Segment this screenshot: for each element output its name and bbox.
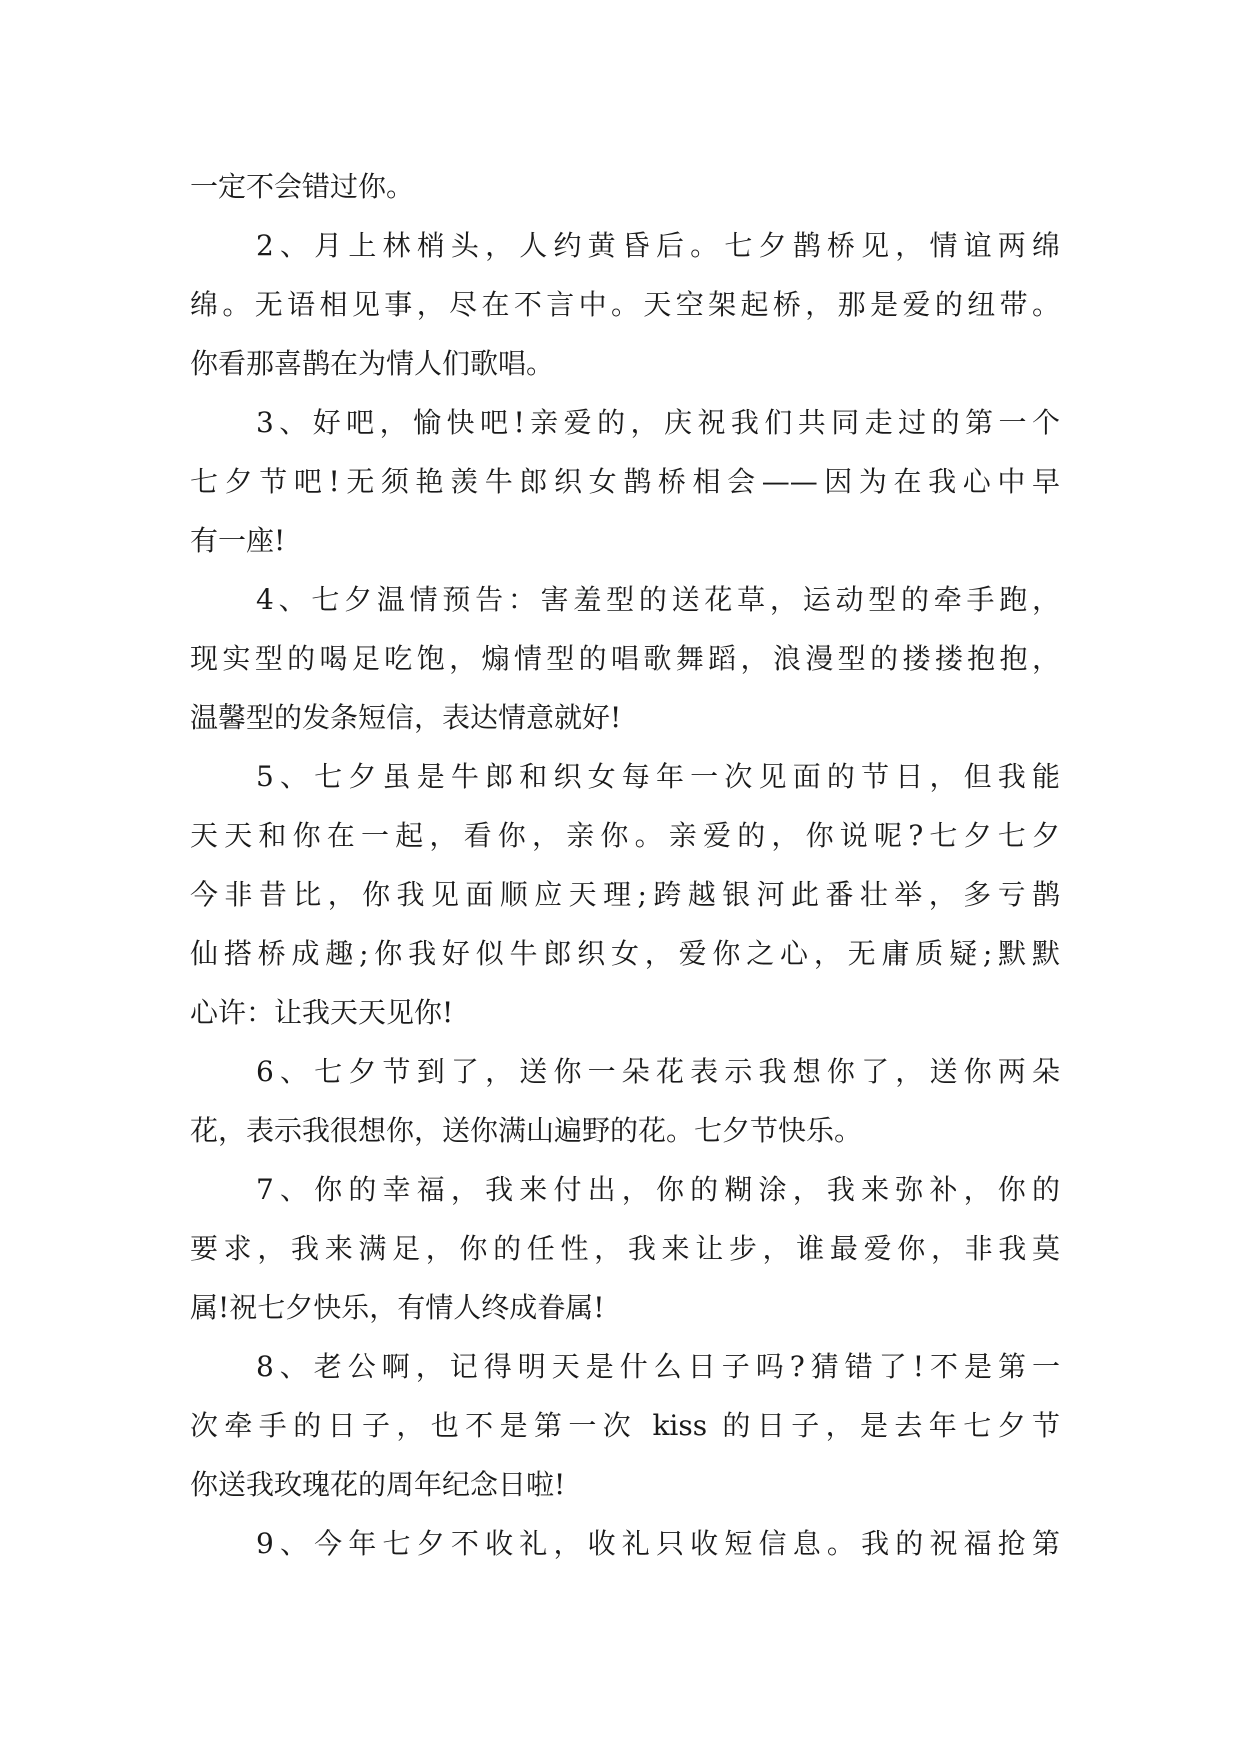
text-line: 你看那喜鹊在为情人们歌唱。 <box>190 347 555 380</box>
text-line: 5、七夕虽是牛郎和织女每年一次见面的节日，但我能 <box>256 760 1060 793</box>
text-line: 仙搭桥成趣;你我好似牛郎织女，爱你之心，无庸质疑;默默 <box>190 937 1060 970</box>
text-line: 2、月上林梢头，人约黄昏后。七夕鹊桥见，情谊两绵 <box>256 229 1060 262</box>
text-line: 你送我玫瑰花的周年纪念日啦! <box>190 1468 566 1501</box>
text-line: 现实型的喝足吃饱，煽情型的唱歌舞蹈，浪漫型的搂搂抱抱， <box>190 642 1060 675</box>
text-line: 8、老公啊，记得明天是什么日子吗?猜错了!不是第一 <box>256 1350 1060 1383</box>
text-line: 属!祝七夕快乐，有情人终成眷属! <box>190 1291 605 1324</box>
text-line: 心许：让我天天见你! <box>190 996 454 1029</box>
text-line: 温馨型的发条短信，表达情意就好! <box>190 701 622 734</box>
text-line: 绵。无语相见事，尽在不言中。天空架起桥，那是爱的纽带。 <box>190 288 1060 321</box>
text-line: 有一座! <box>190 524 286 557</box>
text-line: 一定不会错过你。 <box>190 170 415 203</box>
text-line: 4、七夕温情预告：害羞型的送花草，运动型的牵手跑， <box>256 583 1060 616</box>
text-line: 今非昔比，你我见面顺应天理;跨越银河此番壮举，多亏鹊 <box>190 878 1060 911</box>
document-body <box>190 157 1060 1573</box>
text-line: 七夕节吧!无须艳羡牛郎织女鹊桥相会——因为在我心中早 <box>190 465 1060 498</box>
text-line: 7、你的幸福，我来付出，你的糊涂，我来弥补，你的 <box>256 1173 1060 1206</box>
text-line: 天天和你在一起，看你，亲你。亲爱的，你说呢?七夕七夕 <box>190 819 1060 852</box>
text-line: 9、今年七夕不收礼，收礼只收短信息。我的祝福抢第 <box>256 1527 1060 1560</box>
text-line: 花，表示我很想你，送你满山遍野的花。七夕节快乐。 <box>190 1114 863 1147</box>
text-line: 要求，我来满足，你的任性，我来让步，谁最爱你，非我莫 <box>190 1232 1060 1265</box>
text-line: 次牵手的日子，也不是第一次 kiss 的日子，是去年七夕节 <box>190 1409 1060 1442</box>
text-line: 3、好吧，愉快吧!亲爱的，庆祝我们共同走过的第一个 <box>256 406 1060 439</box>
text-line: 6、七夕节到了，送你一朵花表示我想你了，送你两朵 <box>256 1055 1060 1088</box>
